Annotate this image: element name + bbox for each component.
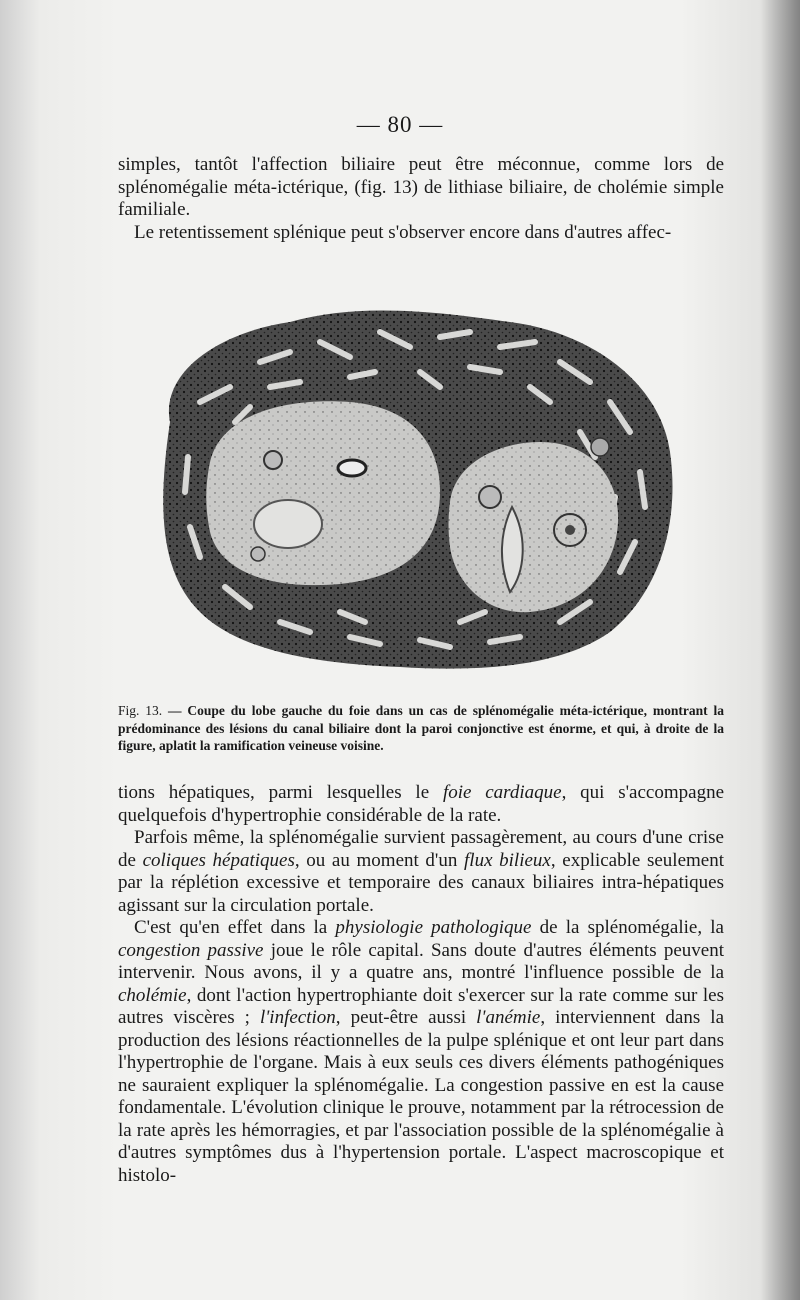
italic-term: l'infection	[259, 1007, 336, 1028]
italic-term: flux bilieux	[464, 849, 551, 871]
italic-term: cholémie	[118, 984, 187, 1006]
histology-figure	[140, 292, 680, 692]
italic-term: coliques hépatiques	[142, 849, 295, 871]
figure-caption-text: — Coupe du lobe gauche du foie dans un cas de splénomégalie méta-ictérique, montrant la prédominance des lésions du canal biliaire dont la paroi conjonctive est énorme, et qui, à droite de la figure, aplatit la ramification veineuse voisine.	[118, 703, 724, 753]
paragraph: C'est qu'en effet dans la physiologie pathologique de la splénomégalie, la congestion passive joue le rôle capital. Sans doute d'autres éléments peuvent intervenir. Nous avons, il y a quatre ans, montré l'influence possible de la cholémie, dont l'action hypertrophiante doit s'exercer sur la rate comme sur les autres viscères ; l'infection, peut-être aussi l'anémie, interviennent dans la production des lésions réactionnelles de la pulpe splénique et ont leur part dans l'hypertrophie de l'organe. Mais à eux seuls ces divers éléments pathogéniques ne sauraient expliquer la splénomégalie. La congestion passive en est la cause fondamentale. L'évolution clinique le prouve, notamment par la rétrocession de la rate après les hémorragies, et par l'association possible de la splénomégalie à d'autres symptômes dus à l'hypertension portale. L'aspect macroscopique et histolo-	[118, 917, 725, 1186]
italic-term: congestion passive	[118, 939, 264, 961]
figure-caption	[118, 702, 724, 755]
top-text-block	[118, 154, 724, 244]
paragraph: simples, tantôt l'affection biliaire peut être méconnue, comme lors de splénomégalie méta-ictérique, (fig. 13) de lithiase biliaire, de cholémie simple familiale.	[118, 154, 724, 220]
italic-term: foie cardiaque	[442, 782, 562, 803]
paragraph: Parfois même, la splénomégalie survient passagèrement, au cours d'une crise de coliques hépatiques, ou au moment d'un flux bilieux, explicable seulement par la réplétion excessive et temporaire des canaux biliaires intra-hépatiques agissant sur la circulation portale.	[118, 827, 725, 916]
italic-term: physiologie pathologique	[335, 917, 532, 938]
page-edge-shadow	[760, 0, 800, 1300]
liver-section-illustration	[140, 292, 680, 692]
paragraph: tions hépatiques, parmi lesquelles le foie cardiaque, qui s'accompagne quelquefois d'hypertrophie considérable de la rate.	[118, 782, 725, 826]
italic-term: l'anémie	[476, 1007, 541, 1028]
page-number: — 80 —	[356, 112, 444, 137]
paragraph: Le retentissement splénique peut s'observer encore dans d'autres affec-	[134, 221, 672, 243]
main-text-block	[118, 782, 724, 1187]
figure-label: Fig. 13.	[118, 703, 163, 718]
